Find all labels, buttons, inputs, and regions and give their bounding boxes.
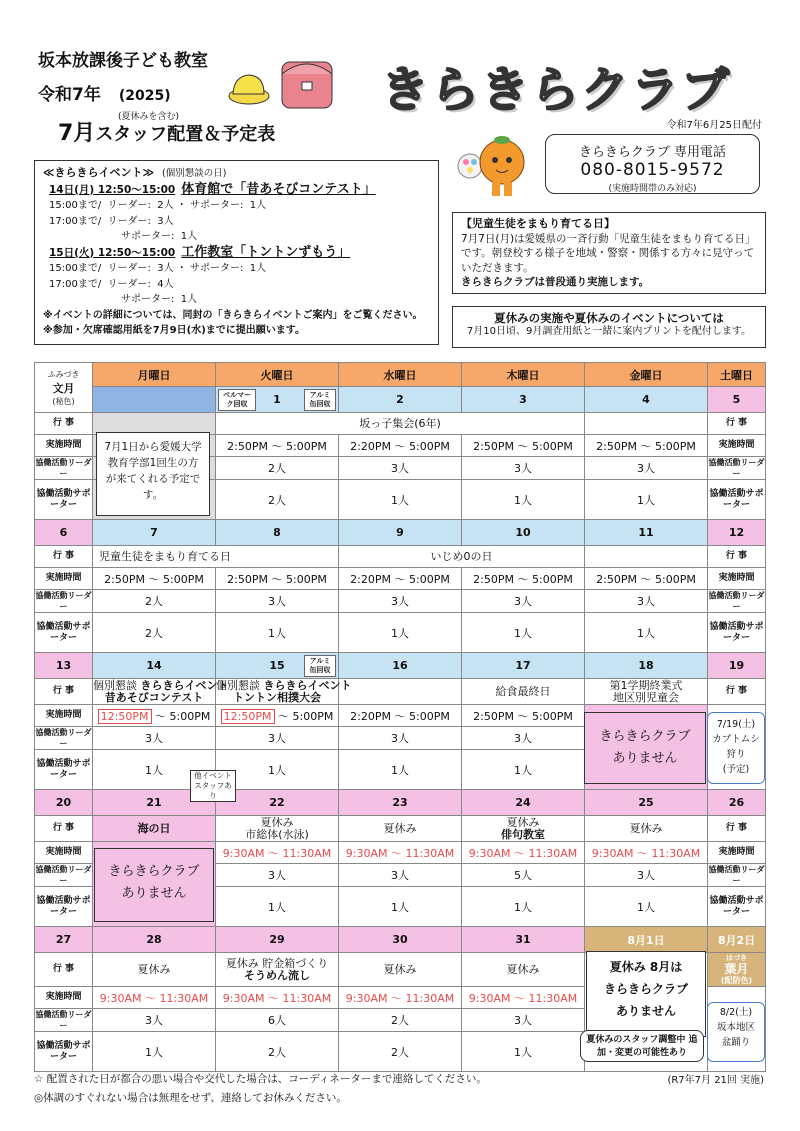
w5-wed-time: 9:30AM ～ 11:30AM <box>339 987 462 1009</box>
w2-event-row <box>35 546 766 568</box>
w5-thu-time: 9:30AM ～ 11:30AM <box>462 987 585 1009</box>
header-fri: 金曜日 <box>585 363 708 387</box>
issued-date: 令和7年6月25日配付 <box>666 120 762 131</box>
w4-time-label: 実施時間 <box>35 842 93 864</box>
aug-no-club: 夏休み 8月は きらきらクラブ ありません <box>586 951 706 1037</box>
w1-wed-time: 2:20PM ～ 5:00PM <box>339 435 462 457</box>
header-wed: 水曜日 <box>339 363 462 387</box>
w5-mon-date: 28 <box>93 927 216 953</box>
w1-event-label-r: 行 事 <box>708 413 766 435</box>
event1-line <box>43 182 430 199</box>
w3-wed-leader: 3人 <box>339 727 462 750</box>
w1-thu-time: 2:50PM ～ 5:00PM <box>462 435 585 457</box>
w1-tue-leader: 2人 <box>216 457 339 480</box>
student-volunteer-note: 7月1日から愛媛大学教育学部1回生の方が来てくれる予定です。 <box>96 432 210 516</box>
w2-wed-time: 2:20PM ～ 5:00PM <box>339 568 462 590</box>
w4-supporter-label: 協働活動サポーター <box>35 887 93 927</box>
w1-tue-time: 2:50PM ～ 5:00PM <box>216 435 339 457</box>
w2-event-label-r: 行 事 <box>708 546 766 568</box>
w2-leader-row <box>35 590 766 613</box>
w2-tue-time: 2:50PM ～ 5:00PM <box>216 568 339 590</box>
w2-fri-supporter: 1人 <box>585 613 708 653</box>
phone-label: きらきらクラブ 専用電話 <box>578 145 727 160</box>
w2-thu-supporter: 1人 <box>462 613 585 653</box>
w2-date-row <box>35 520 766 546</box>
month-label: 文月 <box>52 381 75 395</box>
w3-supporter-label: 協働活動サポーター <box>35 750 93 790</box>
month: 7月 <box>58 121 96 146</box>
w2-tue-date: 8 <box>216 520 339 546</box>
w2-mon-time: 2:50PM ～ 5:00PM <box>93 568 216 590</box>
w4-mon-date: 21 <box>93 790 216 816</box>
calendar-header-row <box>35 363 766 387</box>
w3-date-row <box>35 653 766 679</box>
w1-tue-date: ベルマーク回収 1 アルミ缶回収 <box>216 387 339 413</box>
guard-line4: きらきらクラブは普段通り実施します。 <box>461 276 650 288</box>
w3-wed-time: 2:20PM ～ 5:00PM <box>339 705 462 727</box>
w2-fri-date: 11 <box>585 520 708 546</box>
w3-event-label: 行 事 <box>35 679 93 705</box>
w3-fri-none-line2: ありません <box>612 751 678 766</box>
w5-wed-leader: 2人 <box>339 1009 462 1032</box>
w3-tue-time: 12:50PM ～ 5:00PM <box>216 705 339 727</box>
w4-mon-none-line1: きらきらクラブ <box>108 864 200 879</box>
org-name: 坂本放課後子ども教室 <box>38 51 208 71</box>
w5-supporter-label: 協働活動サポーター <box>35 1032 93 1072</box>
w2-mon-date: 7 <box>93 520 216 546</box>
footer-note1: ☆ 配置された日が都合の悪い場合や交代した場合は、コーディネーターまで連絡してください。 <box>34 1073 487 1085</box>
w2-tue-leader: 3人 <box>216 590 339 613</box>
w3-tue-event: 個別懇談 きらきらイベント トントン相撲大会 <box>216 678 352 704</box>
w1-fri-leader: 3人 <box>585 457 708 480</box>
event-note1: ※イベントの詳細については、同封の「きらきらイベントご案内」をご覧ください。 <box>43 309 423 321</box>
w5-mon-leader: 3人 <box>93 1009 216 1032</box>
w5-sat-color: (配防色) <box>720 976 753 985</box>
w4-event-label: 行 事 <box>35 816 93 842</box>
w5-wed-event: 夏休み <box>339 953 462 987</box>
w4-tue-supporter: 1人 <box>216 887 339 927</box>
w2-wed-leader: 3人 <box>339 590 462 613</box>
w5-mon-time: 9:30AM ～ 11:30AM <box>93 987 216 1009</box>
w2-event-label: 行 事 <box>35 546 93 568</box>
guard-line3: いただきます。 <box>461 261 534 274</box>
w2-time-row <box>35 568 766 590</box>
w4-supporter-label-r: 協働活動サポーター <box>708 887 766 927</box>
w3-event-row <box>35 679 766 705</box>
phone-hours: (実施時間帯のみ対応) <box>608 184 697 194</box>
w5-tue-time: 9:30AM ～ 11:30AM <box>216 987 339 1009</box>
w4-tue-date: 22 <box>216 790 339 816</box>
w4-wed-date: 23 <box>339 790 462 816</box>
w1-thu-leader: 3人 <box>462 457 585 480</box>
w4-date-row <box>35 790 766 816</box>
w2-fri-time: 2:50PM ～ 5:00PM <box>585 568 708 590</box>
w2-mon-supporter: 2人 <box>93 613 216 653</box>
event-box <box>34 160 439 345</box>
w3-tue-date: 15 アルミ缶回収 <box>216 653 339 679</box>
w1-tue-mini2: アルミ缶回収 <box>304 389 336 411</box>
w1-wed-supporter: 1人 <box>339 480 462 520</box>
w4-sun-date: 20 <box>35 790 93 816</box>
w5-sat-ruby: はづき <box>726 954 747 962</box>
w2-fri-leader: 3人 <box>585 590 708 613</box>
w3-fri-event: 第1学期終業式 地区別児童会 <box>585 679 708 705</box>
w4-mon-none-line2: ありません <box>121 886 187 901</box>
w2-leader-label: 協働活動リーダー <box>35 591 92 611</box>
w3-leader-label: 協働活動リーダー <box>35 728 92 748</box>
w3-thu-event: 給食最終日 <box>462 679 585 705</box>
w3-thu-leader: 3人 <box>462 727 585 750</box>
title-text: スタッフ配置＆予定表 <box>95 124 276 145</box>
w4-leader-label: 協働活動リーダー <box>35 865 92 885</box>
w4-event-label-r: 行 事 <box>708 816 766 842</box>
w1-tue-mini1: ベルマーク回収 <box>218 389 256 411</box>
w1-wed-event: 坂っ子集会(6年) <box>216 413 585 435</box>
w4-thu-time: 9:30AM ～ 11:30AM <box>462 842 585 864</box>
bon-dance-note: 8/2(土) 坂本地区 盆踊り <box>707 1002 765 1062</box>
w3-fri-date: 18 <box>585 653 708 679</box>
w4-fri-date: 25 <box>585 790 708 816</box>
w3-wed-supporter: 1人 <box>339 750 462 790</box>
w2-sun-date: 6 <box>35 520 93 546</box>
year-western: (2025) <box>118 88 171 104</box>
w3-mon-time: 12:50PM ～ 5:00PM <box>93 705 216 727</box>
w5-sat-month: 葉月 <box>724 962 749 976</box>
mascot-icon <box>452 130 532 200</box>
event1-date: 14日(月) 12:50～15:00 <box>49 183 176 196</box>
summer-staff-adjust-note: 夏休みのスタッフ調整中 追加・変更の可能性あり <box>580 1030 704 1062</box>
w1-fri-time: 2:50PM ～ 5:00PM <box>585 435 708 457</box>
w5-date-row <box>35 927 766 953</box>
w3-thu-date: 17 <box>462 653 585 679</box>
w1-supporter-label: 協働活動サポーター <box>35 480 93 520</box>
w3-fri-none-line1: きらきらクラブ <box>599 729 691 744</box>
event-heading: ≪きらきらイベント≫ (個別懇談の日) <box>43 166 227 179</box>
year-jp: 令和7年 <box>38 85 101 105</box>
w4-mon-event: 海の日 <box>93 816 216 842</box>
w1-event-label: 行 事 <box>35 413 93 435</box>
w2-supporter-label-r: 協働活動サポーター <box>708 613 766 653</box>
w4-wed-time: 9:30AM ～ 11:30AM <box>339 842 462 864</box>
summer-box <box>452 306 766 348</box>
w3-wed-date: 16 <box>339 653 462 679</box>
w1-sat-date: 5 <box>708 387 766 413</box>
w5-event-label: 行 事 <box>35 953 93 987</box>
w5-mon-event: 夏休み <box>93 953 216 987</box>
w4-tue-event: 夏休み 市総体(水泳) <box>216 816 339 842</box>
month-label-cell <box>35 363 93 413</box>
w4-fri-leader: 3人 <box>585 864 708 887</box>
event1-row2: 17:00まで/ リーダー: 3人 <box>49 215 174 227</box>
w2-tue-supporter: 1人 <box>216 613 339 653</box>
w4-wed-event: 夏休み <box>339 816 462 842</box>
w2-mon-leader: 2人 <box>93 590 216 613</box>
year-label <box>38 80 171 105</box>
w4-event-row <box>35 816 766 842</box>
school-bag-icon <box>262 52 346 110</box>
w5-thu-supporter: 1人 <box>462 1032 585 1072</box>
event2-row1: 15:00まで/ リーダー: 3人 ・ サポーター: 1人 <box>49 263 267 274</box>
w2-thu-date: 10 <box>462 520 585 546</box>
w4-tue-leader: 3人 <box>216 864 339 887</box>
w2-mon-event: 児童生徒をまもり育てる日 <box>93 546 339 568</box>
w3-mon-event: 個別懇談 きらきらイベント 昔あそびコンテスト <box>93 678 229 704</box>
w1-time-label: 実施時間 <box>35 435 93 457</box>
w2-thu-event: いじめ0の日 <box>339 546 585 568</box>
event1-row1: 15:00まで/ リーダー: 2人 ・ サポーター: 1人 <box>49 200 267 211</box>
month-ruby: ふみづき <box>47 369 80 379</box>
w1-time-label-r: 実施時間 <box>708 435 766 457</box>
w2-supporter-row <box>35 613 766 653</box>
footer-note2: ◎体調のすぐれない場合は無理をせず、連絡してお休みください。 <box>34 1092 347 1104</box>
logo <box>350 54 762 116</box>
w4-thu-leader: 5人 <box>462 864 585 887</box>
w5-fri-date: 8月1日 <box>585 927 708 953</box>
w3-mon-supporter: 1人 <box>93 750 216 790</box>
w4-sat-date: 26 <box>708 790 766 816</box>
w5-sat-date: 8月2日 <box>708 927 766 953</box>
event2-row3: サポーター: 1人 <box>121 294 198 305</box>
w1-leader-label-r: 協働活動リーダー <box>708 458 765 478</box>
w2-time-label-r: 実施時間 <box>708 568 766 590</box>
page-title <box>58 116 275 147</box>
w1-fri-supporter: 1人 <box>585 480 708 520</box>
w4-time-label-r: 実施時間 <box>708 842 766 864</box>
w5-time-label: 実施時間 <box>35 987 93 1009</box>
guard-box <box>452 212 766 294</box>
event2-date: 15日(火) 12:50～15:00 <box>49 246 176 259</box>
w2-fri-event <box>585 546 708 568</box>
w1-thu-supporter: 1人 <box>462 480 585 520</box>
w3-tue-supporter: 1人 <box>216 750 339 790</box>
w1-supporter-label-r: 協働活動サポーター <box>708 480 766 520</box>
header-thu: 木曜日 <box>462 363 585 387</box>
w5-tue-date: 29 <box>216 927 339 953</box>
w5-mon-supporter: 1人 <box>93 1032 216 1072</box>
w3-thu-time: 2:50PM ～ 5:00PM <box>462 705 585 727</box>
footer-count: (R7年7月 21回 実施) <box>667 1075 764 1086</box>
w4-wed-leader: 3人 <box>339 864 462 887</box>
w3-sat-date: 19 <box>708 653 766 679</box>
w3-wed-event <box>339 679 462 705</box>
w5-tue-leader: 6人 <box>216 1009 339 1032</box>
event2-row2: 17:00まで/ リーダー: 4人 <box>49 278 174 290</box>
w5-sun-date: 27 <box>35 927 93 953</box>
guard-line2: です。朝登校する様子を地域・警察・関係する方々に見守って <box>461 247 755 259</box>
event1-title: 体育館で「昔あそびコンテスト」 <box>181 181 376 197</box>
w3-event-label-r: 行 事 <box>708 679 766 705</box>
w1-wed-leader: 3人 <box>339 457 462 480</box>
event-heading-note: (個別懇談の日) <box>162 168 227 179</box>
w4-fri-time: 9:30AM ～ 11:30AM <box>585 842 708 864</box>
w3-mon-leader: 3人 <box>93 727 216 750</box>
w1-wed-date: 2 <box>339 387 462 413</box>
w1-mon-date <box>93 387 216 413</box>
w2-supporter-label: 協働活動サポーター <box>35 613 93 653</box>
guard-heading: 【児童生徒をまもり育てる日】 <box>461 217 615 230</box>
summer-body: 7月10日頃、9月調査用紙と一緒に案内プリントを配付します。 <box>466 326 752 337</box>
w2-leader-label-r: 協働活動リーダー <box>708 591 765 611</box>
w1-thu-date: 3 <box>462 387 585 413</box>
w2-wed-supporter: 1人 <box>339 613 462 653</box>
w4-wed-supporter: 1人 <box>339 887 462 927</box>
w5-wed-supporter: 2人 <box>339 1032 462 1072</box>
w3-mon-date: 14 <box>93 653 216 679</box>
w1-fri-date: 4 <box>585 387 708 413</box>
event2-line <box>43 245 430 262</box>
header-tue: 火曜日 <box>216 363 339 387</box>
w2-sat-date: 12 <box>708 520 766 546</box>
w4-leader-label-r: 協働活動リーダー <box>708 865 765 885</box>
w1-tue-supporter: 2人 <box>216 480 339 520</box>
w5-sat-month-cell <box>708 953 766 987</box>
w5-wed-date: 30 <box>339 927 462 953</box>
w5-thu-event: 夏休み <box>462 953 585 987</box>
other-event-staff-note: 他イベントスタッフあり <box>190 770 236 802</box>
w4-mon-no-club <box>94 848 214 922</box>
header-mon: 月曜日 <box>93 363 216 387</box>
w2-thu-leader: 3人 <box>462 590 585 613</box>
w2-wed-date: 9 <box>339 520 462 546</box>
summer-heading: 夏休みの実施や夏休みのイベントについては <box>494 311 724 325</box>
w2-time-label: 実施時間 <box>35 568 93 590</box>
w1-leader-label: 協働活動リーダー <box>35 458 92 478</box>
w3-time-label: 実施時間 <box>35 705 93 727</box>
w1-fri-event <box>585 413 708 435</box>
event1-row3: サポーター: 1人 <box>121 231 198 242</box>
event-note2: ※参加・欠席確認用紙を7月9日(水)までに提出願います。 <box>43 325 305 336</box>
w5-tue-supporter: 2人 <box>216 1032 339 1072</box>
w2-thu-time: 2:50PM ～ 5:00PM <box>462 568 585 590</box>
phone-number[interactable]: 080-8015-9572 <box>580 160 725 180</box>
month-color: (秘色) <box>52 396 75 406</box>
w4-tue-time: 9:30AM ～ 11:30AM <box>216 842 339 864</box>
w5-leader-label: 協働活動リーダー <box>35 1010 92 1030</box>
w3-tue-mini: アルミ缶回収 <box>304 655 336 677</box>
w5-thu-date: 31 <box>462 927 585 953</box>
w3-sun-date: 13 <box>35 653 93 679</box>
w4-fri-supporter: 1人 <box>585 887 708 927</box>
month-note: (夏休みを含む) <box>118 112 180 122</box>
w4-thu-supporter: 1人 <box>462 887 585 927</box>
w1-date-row <box>35 387 766 413</box>
event2-title: 工作教室「トントンずもう」 <box>181 244 351 260</box>
beetle-hunt-note: 7/19(土) カブトムシ 狩り (予定) <box>707 712 765 784</box>
w4-fri-event: 夏休み <box>585 816 708 842</box>
w3-thu-supporter: 1人 <box>462 750 585 790</box>
w4-thu-event: 夏休み 俳句教室 <box>462 816 585 842</box>
w5-thu-leader: 3人 <box>462 1009 585 1032</box>
w3-fri-no-club <box>584 712 706 784</box>
w5-tue-event: 夏休み 貯金箱づくり そうめん流し <box>216 953 339 987</box>
header-sat: 土曜日 <box>708 363 766 387</box>
guard-line1: 7月7日(月)は愛媛県の一斉行動「児童生徒をまもり育てる日」 <box>461 232 756 245</box>
phone-box <box>545 134 760 194</box>
logo-text: きらきらクラブ <box>381 51 731 120</box>
w4-thu-date: 24 <box>462 790 585 816</box>
w3-tue-leader: 3人 <box>216 727 339 750</box>
